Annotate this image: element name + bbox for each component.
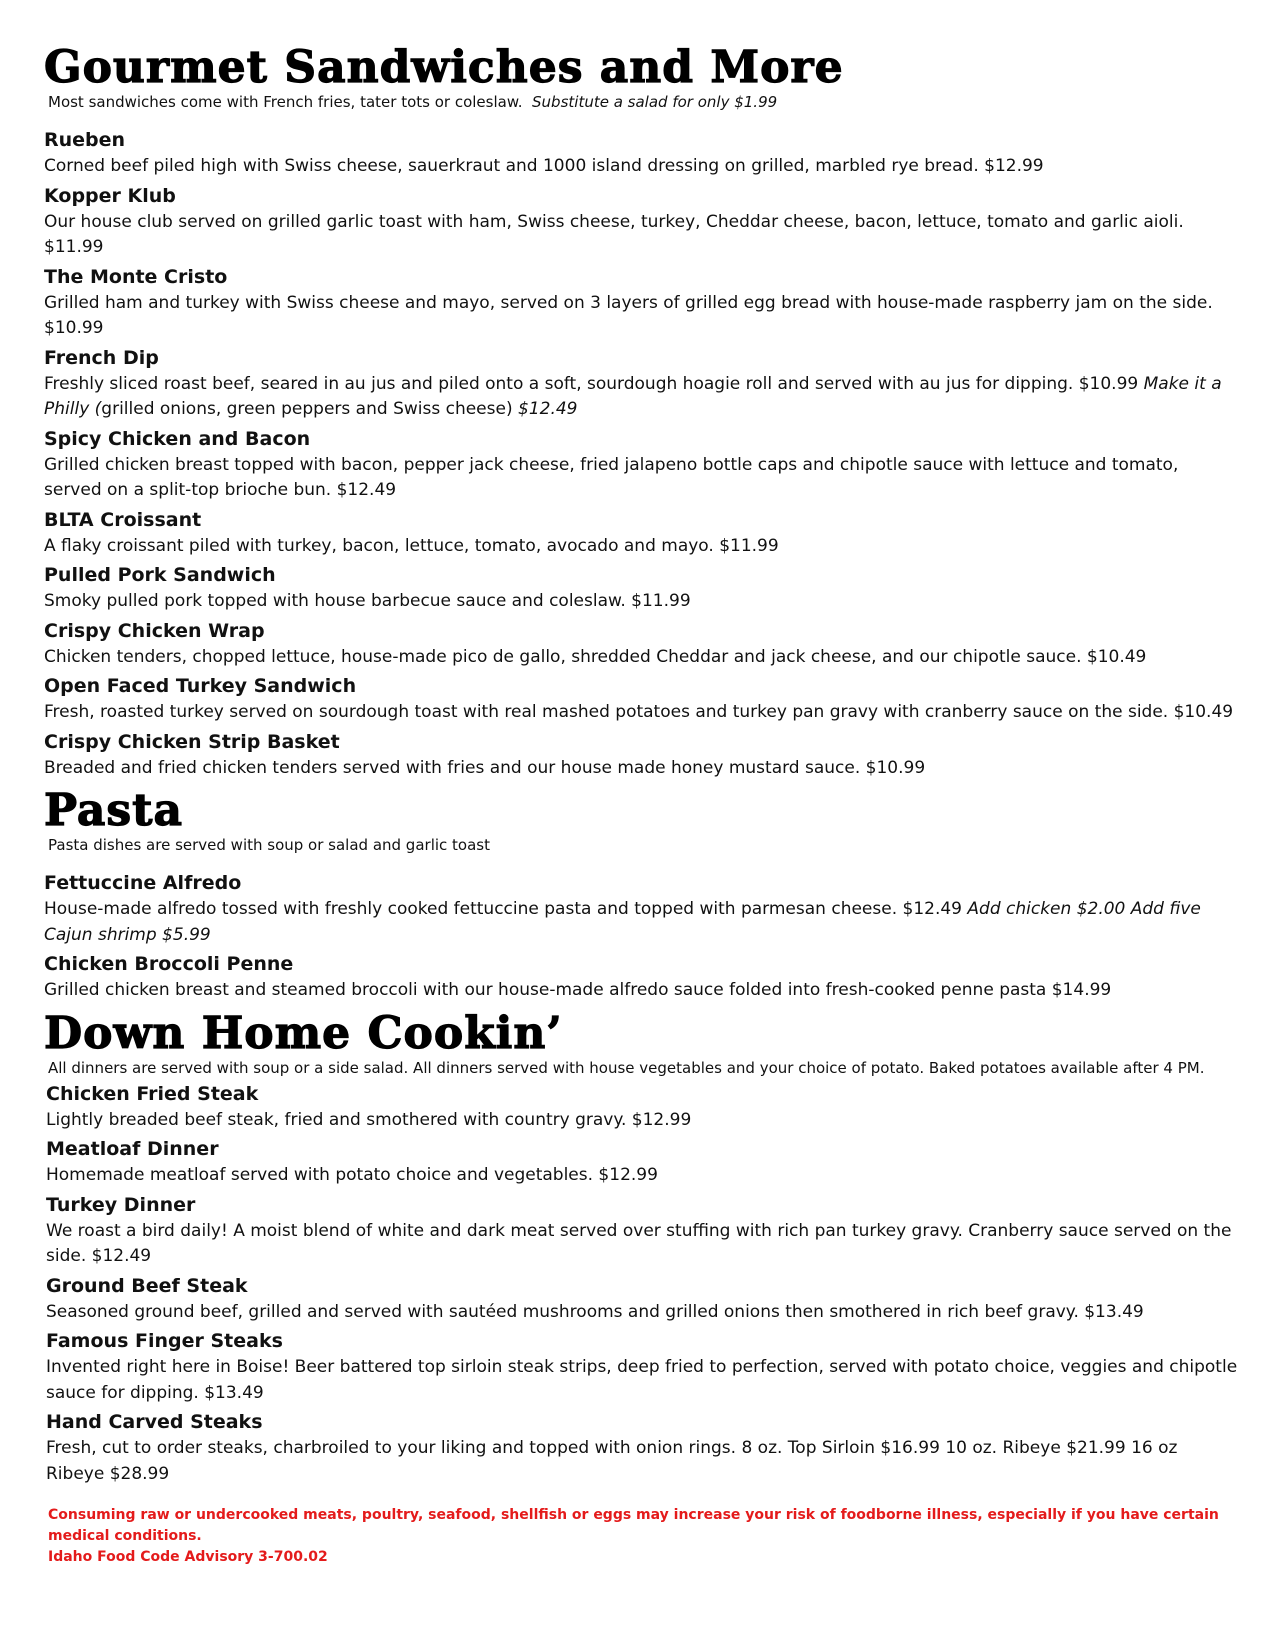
menu-item-monte-cristo (44, 263, 1239, 342)
menu-page (44, 44, 1239, 1568)
item-desc: We roast a bird daily! A moist blend of white and dark meat served over stuffing with rich pan turkey gravy. Cranberry sauce served on the side. $12.49 (46, 1220, 1232, 1266)
section-sandwiches (44, 44, 1239, 781)
section-down-home-cookin (44, 1007, 1239, 1488)
item-desc: Our house club served on grilled garlic toast with ham, Swiss cheese, turkey, Cheddar cheese, bacon, lettuce, tomato and garlic aioli. $11.99 (44, 211, 1184, 257)
item-name: Ground Beef Steak (46, 1274, 248, 1297)
item-desc-italic-price: $12.49 (518, 399, 578, 419)
item-desc: Fresh, cut to order steaks, charbroiled to your liking and topped with onion rings. 8 oz. Top Sirloin $16.99 10 oz. Ribeye $21.99 16 oz Ribeye $28.99 (46, 1438, 1178, 1484)
menu-item-ground-beef-steak (44, 1272, 1239, 1326)
menu-item-hand-carved-steaks (44, 1408, 1239, 1487)
advisory-line-1: Consuming raw or undercooked meats, poultry, seafood, shellfish or eggs may increase your risk of foodborne illness, especially if you have certain medical conditions. (48, 1507, 1219, 1544)
item-name: Chicken Fried Steak (46, 1082, 259, 1105)
item-desc: Fresh, roasted turkey served on sourdough toast with real mashed potatoes and turkey pan gravy with cranberry sauce on the side. $10.49 (44, 702, 1234, 722)
menu-item-kopper-klub (44, 182, 1239, 261)
item-name: Hand Carved Steaks (46, 1411, 263, 1433)
section-note: Pasta dishes are served with soup or salad and garlic toast (48, 836, 490, 854)
menu-item-meatloaf-dinner (44, 1135, 1239, 1189)
item-desc: Lightly breaded beef steak, fried and smothered with country gravy. $12.99 (46, 1109, 692, 1130)
item-name: Famous Finger Steaks (46, 1330, 283, 1352)
item-desc: Grilled chicken breast and steamed broccoli with our house-made alfredo sauce folded into fresh-cooked penne pasta $14.99 (44, 980, 1112, 1000)
item-desc: A flaky croissant piled with turkey, bacon, lettuce, tomato, avocado and mayo. $11.99 (44, 535, 779, 556)
item-desc: Homemade meatloaf served with potato choice and vegetables. $12.99 (46, 1165, 658, 1185)
item-desc-after: grilled onions, green peppers and Swiss cheese) (101, 399, 518, 419)
item-name: The Monte Cristo (44, 265, 228, 288)
item-desc-text: Freshly sliced roast beef, seared in au jus and piled onto a soft, sourdough hoagie roll and served with au jus for dipping. $10.99 (44, 373, 1144, 394)
section-title: Down Home Cookin’ (44, 1007, 563, 1059)
item-desc: Grilled ham and turkey with Swiss cheese and mayo, served on 3 layers of grilled egg bread with house-made raspberry jam on the side. $10.99 (44, 292, 1213, 338)
section-title: Gourmet Sandwiches and More (44, 42, 844, 93)
menu-item-turkey-dinner (44, 1191, 1239, 1270)
item-name: Spicy Chicken and Bacon (44, 427, 311, 450)
item-name: BLTA Croissant (44, 508, 202, 531)
menu-item-spicy-chicken-bacon (44, 425, 1239, 504)
item-name: French Dip (44, 346, 159, 369)
section-note (48, 92, 1239, 112)
menu-item-french-dip (44, 344, 1239, 423)
menu-item-pulled-pork (44, 561, 1239, 615)
item-desc (44, 372, 1239, 423)
item-name: Crispy Chicken Strip Basket (44, 730, 340, 753)
menu-item-blta-croissant (44, 506, 1239, 560)
menu-item-chicken-strip-basket (44, 728, 1239, 782)
item-desc: Corned beef piled high with Swiss cheese, sauerkraut and 1000 island dressing on grilled, marbled rye bread. $12.99 (44, 156, 1044, 176)
menu-item-fettuccine-alfredo (44, 869, 1239, 948)
item-name: Kopper Klub (44, 184, 176, 207)
section-title: Pasta (44, 785, 184, 836)
section-note-text: Most sandwiches come with French fries, tater tots or coleslaw. (48, 93, 523, 111)
section-note: All dinners are served with soup or a side salad. All dinners served with house vegetables and your choice of potato. Baked potatoes available after 4 PM. (48, 1058, 1205, 1077)
item-desc-italic: Make it a Philly ( (44, 373, 1222, 419)
item-name: Pulled Pork Sandwich (44, 564, 276, 586)
item-desc: Breaded and fried chicken tenders served with fries and our house made honey mustard sauce. $10.99 (44, 757, 926, 778)
item-desc: Smoky pulled pork topped with house barbecue sauce and coleslaw. $11.99 (44, 591, 691, 611)
item-name: Meatloaf Dinner (46, 1138, 219, 1160)
menu-item-open-faced-turkey (44, 672, 1239, 726)
advisory-line-2: Idaho Food Code Advisory 3-700.02 (48, 1549, 328, 1565)
item-name: Rueben (44, 129, 126, 151)
item-name: Open Faced Turkey Sandwich (44, 675, 357, 697)
item-name: Turkey Dinner (46, 1193, 196, 1216)
item-desc: Chicken tenders, chopped lettuce, house-made pico de gallo, shredded Cheddar and jack cheese, and our chipotle sauce. $10.49 (44, 646, 1147, 667)
menu-item-famous-finger-steaks (44, 1327, 1239, 1406)
item-desc-italic: Add chicken $2.00 Add five Cajun shrimp $5.99 (44, 899, 1201, 945)
item-desc: Seasoned ground beef, grilled and served with sautéed mushrooms and grilled onions then smothered in rich beef gravy. $13.49 (46, 1301, 1144, 1322)
section-note-italic: Substitute a salad for only $1.99 (532, 93, 778, 111)
item-name: Fettuccine Alfredo (44, 872, 242, 894)
menu-item-rueben (44, 126, 1239, 180)
item-name: Chicken Broccoli Penne (44, 953, 294, 975)
menu-item-chicken-broccoli-penne (44, 950, 1239, 1004)
item-desc: Grilled chicken breast topped with bacon, pepper jack cheese, fried jalapeno bottle caps and chipotle sauce with lettuce and tomato, served on a split-top brioche bun. $12.49 (44, 454, 1179, 500)
item-desc (44, 897, 1239, 948)
section-pasta (44, 787, 1239, 1004)
food-code-advisory (48, 1505, 1239, 1568)
item-desc: Invented right here in Boise! Beer battered top sirloin steak strips, deep fried to perfection, served with potato choice, veggies and chipotle sauce for dipping. $13.49 (46, 1357, 1238, 1403)
item-desc-text: House-made alfredo tossed with freshly cooked fettuccine pasta and topped with parmesan cheese. $12.49 (44, 899, 968, 919)
menu-item-crispy-chicken-wrap (44, 617, 1239, 671)
menu-item-chicken-fried-steak (44, 1080, 1239, 1134)
item-name: Crispy Chicken Wrap (44, 619, 265, 642)
